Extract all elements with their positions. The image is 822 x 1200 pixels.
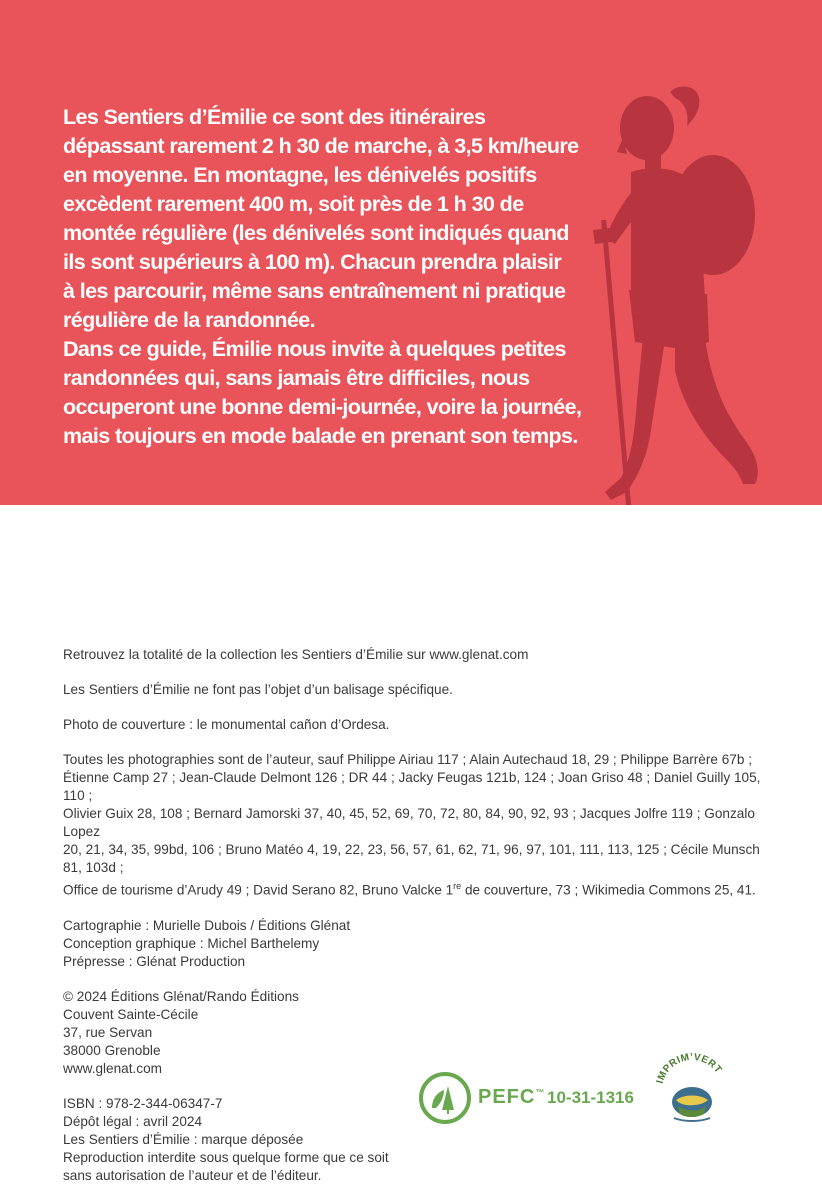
intro-line: dépassant rarement 2 h 30 de marche, à 3,5 km/heure	[63, 134, 579, 158]
intro-line: Dans ce guide, Émilie nous invite à quelques petites	[63, 337, 566, 361]
legal-line: sans autorisation de l’auteur et de l’éditeur.	[63, 1167, 322, 1183]
intro-banner	[0, 0, 822, 505]
cover-photo-note: Photo de couverture : le monumental cañon d’Ordesa.	[63, 717, 390, 732]
photo-credits-line: Olivier Guix 28, 108 ; Bernard Jamorski 37, 40, 45, 52, 69, 70, 72, 80, 84, 90, 92, 93 ; Jacques Jolfre 119 ; Gonzalo Lopez	[63, 806, 755, 839]
photo-credits-line	[63, 877, 763, 900]
pefc-code: 10-31-1316	[547, 1088, 634, 1107]
pefc-wordmark	[478, 1086, 545, 1109]
collection-link-text: Retrouvez la totalité de la collection les Sentiers d’Émilie sur www.glenat.com	[63, 647, 529, 662]
production-line: Cartographie : Murielle Dubois / Éditions Glénat	[63, 917, 351, 933]
publisher-line: © 2024 Éditions Glénat/Rando Éditions	[63, 988, 299, 1004]
publisher-line: 37, rue Servan	[63, 1024, 153, 1040]
svg-text:IMPRIM’VERT	[655, 1052, 724, 1085]
legal-line: Dépôt légal : avril 2024	[63, 1113, 203, 1129]
publisher-line: Couvent Sainte-Cécile	[63, 1006, 199, 1022]
photo-credits-line: Étienne Camp 27 ; Jean-Claude Delmont 126 ; DR 44 ; Jacky Feugas 121b, 124 ; Joan Griso 48 ; Daniel Guilly 105, 110 ;	[63, 770, 761, 803]
intro-line: excèdent rarement 400 m, soit près de 1 h 30 de	[63, 192, 524, 216]
photo-credits-text: Office de tourisme d’Arudy 49 ; David Serano 82, Bruno Valcke 1	[63, 882, 454, 898]
pefc-trademark: ™	[535, 1087, 546, 1098]
pefc-word: PEFC	[478, 1086, 536, 1108]
balisage-note: Les Sentiers d’Émilie ne font pas l’objet d’un balisage spécifique.	[63, 682, 453, 697]
intro-line: montée régulière (les dénivelés sont indiqués quand	[63, 221, 569, 245]
ordinal-superscript: re	[453, 881, 462, 891]
photo-credits-line: Toutes les photographies sont de l’auteur, sauf Philippe Airiau 117 ; Alain Autechaud 18, 29 ; Philippe Barrère 67b ;	[63, 752, 752, 767]
intro-line: ils sont supérieurs à 100 m). Chacun prendra plaisir	[63, 250, 562, 274]
intro-line: mais toujours en mode balade en prenant son temps.	[63, 424, 578, 448]
legal-line: ISBN : 978-2-344-06347-7	[63, 1095, 223, 1111]
intro-text	[63, 103, 583, 451]
production-line: Conception graphique : Michel Barthelemy	[63, 935, 320, 951]
intro-line: occuperont une bonne demi-journée, voire la journée,	[63, 395, 582, 419]
legal-line: Les Sentiers d’Émilie : marque déposée	[63, 1131, 304, 1147]
intro-line: randonnées qui, sans jamais être difficiles, nous	[63, 366, 530, 390]
production-line: Prépresse : Glénat Production	[63, 953, 246, 969]
imprim-vert-logo-icon	[652, 1048, 732, 1128]
photo-credits-text: de couverture, 73 ; Wikimedia Commons 25, 41.	[461, 882, 756, 898]
publisher-line: 38000 Grenoble	[63, 1042, 161, 1058]
intro-line: Les Sentiers d’Émilie ce sont des itinéraires	[63, 105, 486, 129]
hiker-girl-silhouette-icon	[575, 80, 775, 505]
intro-line: régulière de la randonnée.	[63, 308, 316, 332]
photo-credits-line: 20, 21, 34, 35, 99bd, 106 ; Bruno Matéo 4, 19, 22, 23, 56, 57, 61, 62, 71, 96, 97, 101, 111, 113, 125 ; Cécile Munsch 81, 103d ;	[63, 842, 760, 875]
imprim-vert-text: IMPRIM’VERT	[654, 1051, 724, 1085]
legal-line: Reproduction interdite sous quelque forme que ce soit	[63, 1149, 389, 1165]
intro-line: en moyenne. En montagne, les dénivelés positifs	[63, 163, 537, 187]
intro-line: à les parcourir, même sans entraînement ni pratique	[63, 279, 566, 303]
publisher-line: www.glenat.com	[63, 1060, 162, 1076]
